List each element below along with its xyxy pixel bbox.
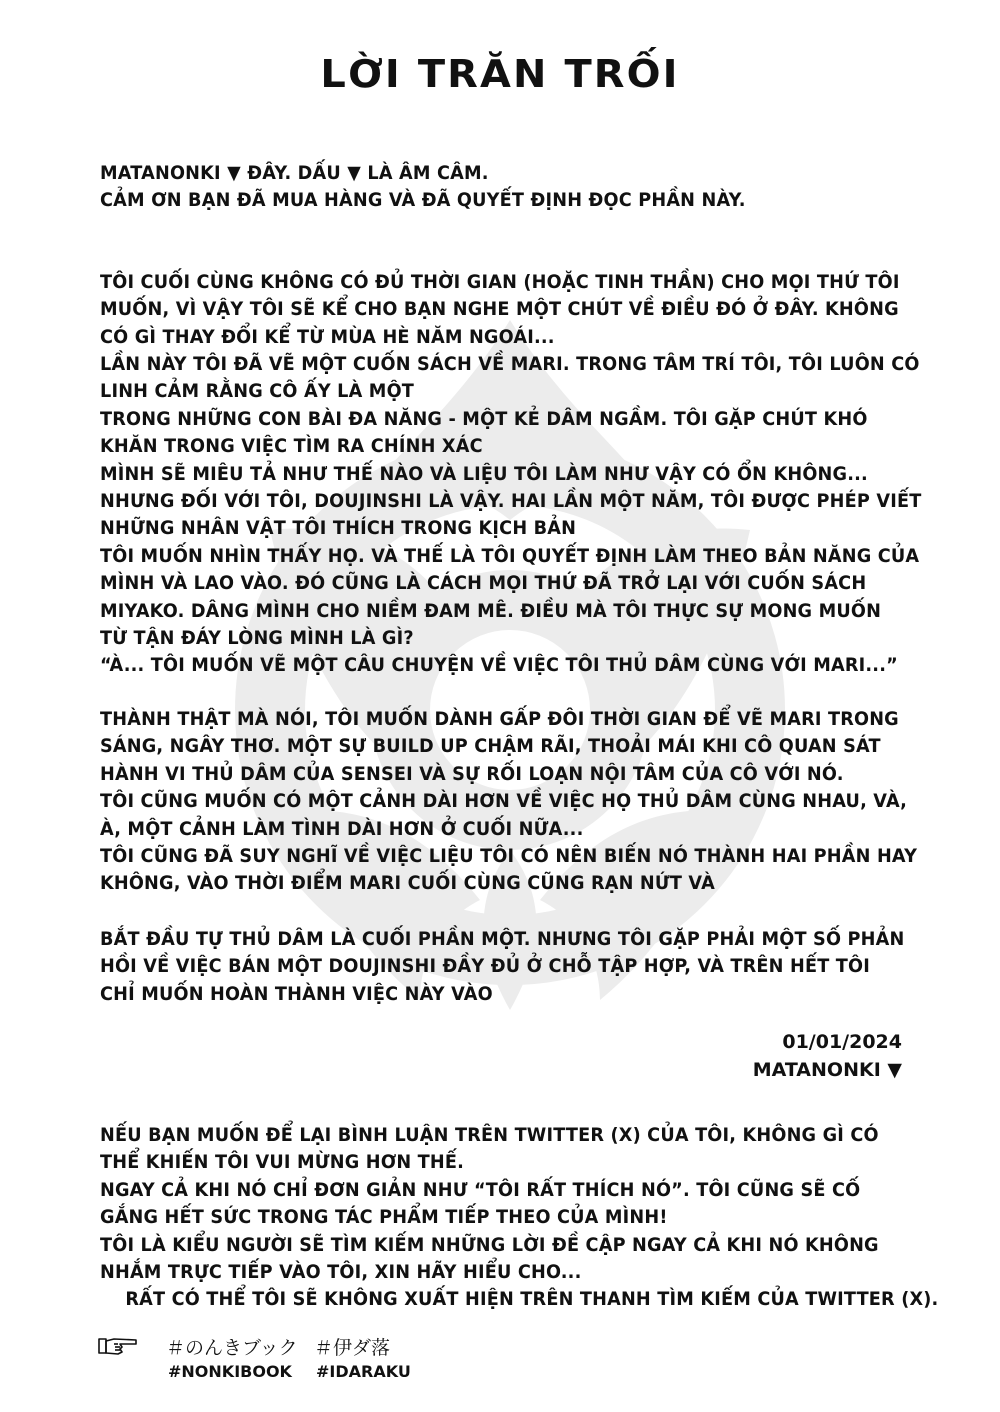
text-line: MÌNH VÀ LAO VÀO. ĐÓ CŨNG LÀ CÁCH MỌI THỨ ĐÃ TRỞ LẠI VỚI CUỐN SÁCH <box>100 572 867 595</box>
hashtag-nonkibook: #NONKIBOOK <box>168 1362 292 1381</box>
text-line: RẤT CÓ THỂ TÔI SẼ KHÔNG XUẤT HIỆN TRÊN THANH TÌM KIẾM CỦA TWITTER (X). <box>100 1288 939 1311</box>
signature-date: 01/01/2024 <box>782 1031 902 1053</box>
hashtag-idaraku: #IDARAKU <box>316 1362 411 1381</box>
text-line: À, MỘT CẢNH LÀM TÌNH DÀI HƠN Ở CUỐI NỮA... <box>100 817 584 840</box>
text-line: MATANONKI ▼ ĐÂY. DẤU ▼ LÀ ÂM CÂM. <box>100 162 489 184</box>
text-line: “À... TÔI MUỐN VẼ MỘT CÂU CHUYỆN VỀ VIỆC TÔI THỦ DÂM CÙNG VỚI MARI...” <box>100 654 898 677</box>
text-line: NHẮM TRỰC TIẾP VÀO TÔI, XIN HÃY HIỂU CHO... <box>100 1261 582 1284</box>
text-line: NHỮNG NHÂN VẬT TÔI THÍCH TRONG KỊCH BẢN <box>100 517 577 540</box>
pointing-hand-icon <box>98 1335 138 1357</box>
paragraph-4 <box>100 706 920 898</box>
text-line: LẦN NÀY TÔI ĐÃ VẼ MỘT CUỐN SÁCH VỀ MARI. TRONG TÂM TRÍ TÔI, TÔI LUÔN CÓ <box>100 353 920 375</box>
text-line: GẮNG HẾT SỨC TRONG TÁC PHẨM TIẾP THEO CỦA MÌNH! <box>100 1206 668 1229</box>
paragraph-2 <box>100 269 920 351</box>
paragraph-1 <box>100 160 920 215</box>
hashtag-jp-idaraku: ＃伊ダ落 <box>314 1337 391 1359</box>
signature-author: MATANONKI ▼ <box>752 1059 902 1081</box>
text-line: NGAY CẢ KHI NÓ CHỈ ĐƠN GIẢN NHƯ “TÔI RẤT THÍCH NÓ”. TÔI CŨNG SẼ CỐ <box>100 1178 861 1201</box>
paragraph-3 <box>100 351 920 680</box>
text-line: CÓ GÌ THAY ĐỔI KỂ TỪ MÙA HÈ NĂM NGOÁI... <box>100 325 555 348</box>
text-line: CHỈ MUỐN HOÀN THÀNH VIỆC NÀY VÀO <box>100 982 493 1005</box>
page-title: LỜI TRĂN TRỐI <box>320 52 680 96</box>
paragraph-5 <box>100 926 920 1008</box>
closing-note <box>100 1122 960 1314</box>
text-line: TÔI CUỐI CÙNG KHÔNG CÓ ĐỦ THỜI GIAN (HOẶC TINH THẦN) CHO MỌI THỨ TÔI <box>100 271 900 293</box>
text-line: NẾU BẠN MUỐN ĐỂ LẠI BÌNH LUẬN TRÊN TWITTER (X) CỦA TÔI, KHÔNG GÌ CÓ <box>100 1124 879 1146</box>
text-line: HÀNH VI THỦ DÂM CỦA SENSEI VÀ SỰ RỐI LOẠN NỘI TÂM CỦA CÔ VỚI NÓ. <box>100 762 844 785</box>
text-line: CẢM ƠN BẠN ĐÃ MUA HÀNG VÀ ĐÃ QUYẾT ĐỊNH ĐỌC PHẦN NÀY. <box>100 189 746 212</box>
text-line: TÔI LÀ KIỂU NGƯỜI SẼ TÌM KIẾM NHỮNG LỜI ĐỀ CẬP NGAY CẢ KHI NÓ KHÔNG <box>100 1233 879 1256</box>
text-line: MÌNH SẼ MIÊU TẢ NHƯ THẾ NÀO VÀ LIỆU TÔI LÀM NHƯ VẬY CÓ ỔN KHÔNG... <box>100 462 868 485</box>
text-line: SÁNG, NGÂY THƠ. MỘT SỰ BUILD UP CHẬM RÃI, THOẢI MÁI KHI CÔ QUAN SÁT <box>100 735 881 758</box>
text-line: KHÔNG, VÀO THỜI ĐIỂM MARI CUỐI CÙNG CŨNG RẠN NỨT VÀ <box>100 872 715 895</box>
text-line: HỒI VỀ VIỆC BÁN MỘT DOUJINSHI ĐẦY ĐỦ Ở CHỖ TẬP HỢP, VÀ TRÊN HẾT TÔI <box>100 955 871 978</box>
text-line: NHƯNG ĐỐI VỚI TÔI, DOUJINSHI LÀ VẬY. HAI LẦN MỘT NĂM, TÔI ĐƯỢC PHÉP VIẾT <box>100 490 922 513</box>
text-line: TÔI CŨNG MUỐN CÓ MỘT CẢNH DÀI HƠN VỀ VIỆC HỌ THỦ DÂM CÙNG NHAU, VÀ, <box>100 790 908 813</box>
text-line: MUỐN, VÌ VẬY TÔI SẼ KỂ CHO BẠN NGHE MỘT CHÚT VỀ ĐIỀU ĐÓ Ở ĐÂY. KHÔNG <box>100 298 899 321</box>
text-line: TỪ TẬN ĐÁY LÒNG MÌNH LÀ GÌ? <box>100 627 414 650</box>
text-line: THÀNH THẬT MÀ NÓI, TÔI MUỐN DÀNH GẤP ĐÔI THỜI GIAN ĐỂ VẼ MARI TRONG <box>100 708 899 730</box>
text-line: KHĂN TRONG VIỆC TÌM RA CHÍNH XÁC <box>100 435 483 458</box>
text-line: TRONG NHỮNG CON BÀI ĐA NĂNG - MỘT KẺ DÂM NGẦM. TÔI GẶP CHÚT KHÓ <box>100 407 868 430</box>
signature-block <box>753 1028 902 1084</box>
hashtag-jp-nonkibook: ＃のんきブック <box>166 1337 298 1359</box>
text-line: MIYAKO. DÂNG MÌNH CHO NIỀM ĐAM MÊ. ĐIỀU MÀ TÔI THỰC SỰ MONG MUỐN <box>100 599 882 622</box>
text-line: LINH CẢM RẰNG CÔ ẤY LÀ MỘT <box>100 380 415 403</box>
text-line: TÔI CŨNG ĐÃ SUY NGHĨ VỀ VIỆC LIỆU TÔI CÓ NÊN BIẾN NÓ THÀNH HAI PHẦN HAY <box>100 845 918 868</box>
text-line: THỂ KHIẾN TÔI VUI MỪNG HƠN THẾ. <box>100 1151 465 1174</box>
text-line: BẮT ĐẦU TỰ THỦ DÂM LÀ CUỐI PHẦN MỘT. NHƯNG TÔI GẶP PHẢI MỘT SỐ PHẢN <box>100 928 905 950</box>
text-line: TÔI MUỐN NHÌN THẤY HỌ. VÀ THẾ LÀ TÔI QUYẾT ĐỊNH LÀM THEO BẢN NĂNG CỦA <box>100 544 920 567</box>
